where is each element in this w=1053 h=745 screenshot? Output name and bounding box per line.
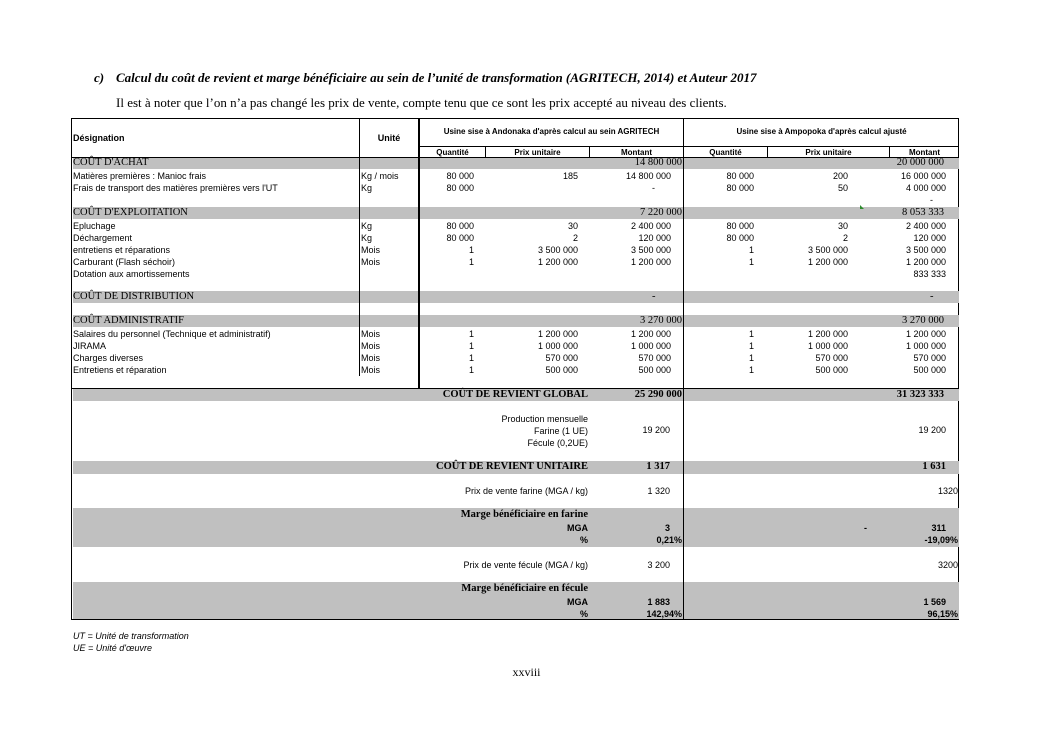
- row-unite: Kg: [361, 183, 373, 193]
- row-prix-1: 2: [572, 233, 578, 243]
- row-montant-2: 833 333: [913, 269, 946, 279]
- section-distribution-label: COÛT DE DISTRIBUTION: [73, 291, 195, 302]
- row-prix-1: 3 500 000: [537, 245, 578, 255]
- row-montant-1: 570 000: [638, 353, 671, 363]
- row-prix-2: 1 200 000: [807, 329, 848, 339]
- row-prix-1: 1 200 000: [537, 329, 578, 339]
- row-designation: entretiens et réparations: [73, 245, 171, 255]
- band-distribution: [73, 291, 959, 303]
- col-montant-2: Montant: [908, 148, 941, 157]
- row-unite: Mois: [361, 353, 381, 363]
- global-m1: 25 290 000: [634, 389, 682, 400]
- group-andonaka: Usine sise à Andonaka d'après calcul au sein AGRITECH: [443, 127, 660, 136]
- unitaire-m1: 1 317: [646, 461, 670, 472]
- row-quantite-2: 80 000: [726, 171, 754, 181]
- marge-fecule-pct2: 96,15%: [927, 609, 958, 619]
- row-montant-1: 120 000: [638, 233, 671, 243]
- row-designation: Charges diverses: [73, 353, 144, 363]
- marge-farine-pct-label: %: [579, 535, 588, 545]
- row-designation: Matières premières : Manioc frais: [73, 171, 207, 181]
- row-quantite-2: 1: [748, 365, 754, 375]
- row-montant-2: 16 000 000: [900, 171, 946, 181]
- page-number: xxviii: [512, 665, 541, 679]
- section-achat-m2: 20 000 000: [896, 157, 944, 168]
- row-unite: Mois: [361, 257, 381, 267]
- row-unite: Mois: [361, 245, 381, 255]
- section-distribution-m1: -: [652, 291, 656, 302]
- row-montant-2: 570 000: [913, 353, 946, 363]
- row-unite: Kg: [361, 233, 373, 243]
- row-montant-2: 4 000 000: [905, 183, 946, 193]
- row-quantite-1: 80 000: [446, 183, 474, 193]
- row-quantite-1: 80 000: [446, 221, 474, 231]
- row-prix-1: 500 000: [545, 365, 578, 375]
- row-prix-1: 1 000 000: [537, 341, 578, 351]
- band-admin: [73, 315, 959, 327]
- row-designation: Entretiens et réparation: [73, 365, 167, 375]
- unitaire-m2: 1 631: [922, 461, 946, 472]
- marge-farine-pct2: -19,09%: [924, 535, 958, 545]
- group-ampopoka: Usine sise à Ampopoka d'après calcul ajusté: [736, 127, 907, 136]
- row-unite: Kg: [361, 221, 373, 231]
- section-achat-m1: 14 800 000: [634, 157, 682, 168]
- global-label: COÛT DE REVIENT GLOBAL: [442, 389, 588, 400]
- marge-farine-mga2: 311: [931, 523, 946, 533]
- row-montant-1: -: [652, 183, 655, 193]
- row-designation: JIRAMA: [73, 341, 107, 351]
- row-designation: Epluchage: [73, 221, 116, 231]
- row-unite: Mois: [361, 341, 381, 351]
- section-exploitation-m2: 8 053 333: [902, 207, 944, 218]
- row-prix-1: 1 200 000: [537, 257, 578, 267]
- row-unite: Kg / mois: [361, 171, 399, 181]
- marge-fecule-mga1: 1 883: [647, 597, 670, 607]
- marge-fecule-title: Marge bénéficiaire en fécule: [461, 583, 588, 594]
- row-prix-1: 185: [562, 171, 578, 181]
- section-exploitation-label: COÛT D'EXPLOITATION: [73, 207, 188, 218]
- row-quantite-2: 1: [748, 353, 754, 363]
- row-prix-2: 1 000 000: [807, 341, 848, 351]
- row-prix-2: 570 000: [815, 353, 848, 363]
- marge-fecule-mga2: 1 569: [923, 597, 946, 607]
- footnote-ue: UE = Unité d'œuvre: [73, 643, 152, 653]
- row-quantite-1: 1: [468, 245, 474, 255]
- section-admin-m2: 3 270 000: [902, 315, 944, 326]
- row-quantite-1: 1: [468, 353, 474, 363]
- cell-comment-indicator-icon: [860, 205, 864, 209]
- row-montant-1: 500 000: [638, 365, 671, 375]
- row-quantite-2: 1: [748, 257, 754, 267]
- row-montant-2: 1 000 000: [905, 341, 946, 351]
- row-quantite-1: 1: [468, 257, 474, 267]
- col-quantite-1: Quantité: [436, 148, 469, 157]
- section-exploitation-m1: 7 220 000: [640, 207, 682, 218]
- row-designation: Salaires du personnel (Technique et administratif): [73, 329, 271, 339]
- marge-fecule-pct-label: %: [579, 609, 588, 619]
- section-admin-label: COÛT ADMINISTRATIF: [73, 315, 184, 326]
- row-quantite-1: 80 000: [446, 233, 474, 243]
- marge-farine-mga1: 3: [664, 523, 670, 533]
- row-quantite-2: 80 000: [726, 183, 754, 193]
- row-prix-2: 50: [837, 183, 848, 193]
- section-admin-m1: 3 270 000: [640, 315, 682, 326]
- row-designation: Carburant (Flash séchoir): [73, 257, 176, 267]
- row-prix-1: 30: [567, 221, 578, 231]
- section-number: c): [94, 70, 105, 85]
- col-unite: Unité: [377, 133, 401, 143]
- section-heading: [94, 70, 757, 86]
- row-quantite-1: 1: [468, 329, 474, 339]
- marge-farine-mga-label: MGA: [567, 523, 588, 533]
- global-m2: 31 323 333: [896, 389, 944, 400]
- prix-farine-m2: 1320: [937, 486, 958, 496]
- row-prix-2: 2: [842, 233, 848, 243]
- production-farine: Farine (1 UE): [533, 426, 588, 436]
- prix-fecule-label: Prix de vente fécule (MGA / kg): [463, 560, 588, 570]
- row-quantite-2: 1: [748, 329, 754, 339]
- prix-farine-m1: 1 320: [647, 486, 670, 496]
- row-quantite-1: 1: [468, 365, 474, 375]
- band-achat: [73, 157, 959, 169]
- col-montant-1: Montant: [620, 148, 653, 157]
- section-title: Calcul du coût de revient et marge bénéficiaire au sein de l’unité de transformation (AGRITECH, 2014) et Auteur 2017: [116, 70, 757, 85]
- prix-fecule-m2: 3200: [937, 560, 958, 570]
- row-montant-1: 1 000 000: [630, 341, 671, 351]
- col-prix-1: Prix unitaire: [514, 148, 561, 157]
- row-montant-1: 1 200 000: [630, 257, 671, 267]
- prix-farine-label: Prix de vente farine (MGA / kg): [464, 486, 588, 496]
- production-title: Production mensuelle: [501, 414, 588, 424]
- row-quantite-2: 1: [748, 245, 754, 255]
- row-montant-1: 3 500 000: [630, 245, 671, 255]
- marge-fecule-mga-label: MGA: [567, 597, 588, 607]
- row-quantite-2: 1: [748, 341, 754, 351]
- col-designation: Désignation: [73, 133, 125, 143]
- row-quantite-2: 80 000: [726, 233, 754, 243]
- row-quantite-1: 80 000: [446, 171, 474, 181]
- production-fecule: Fécule (0,2UE): [527, 438, 588, 448]
- production-m1: 19 200: [642, 425, 670, 435]
- unitaire-label: COÛT DE REVIENT UNITAIRE: [436, 461, 588, 472]
- footnote-ut: UT = Unité de transformation: [73, 631, 189, 641]
- row-montant-2: 1 200 000: [905, 329, 946, 339]
- row-montant-2: 500 000: [913, 365, 946, 375]
- prix-fecule-m1: 3 200: [647, 560, 670, 570]
- cost-table: [71, 118, 959, 620]
- row-montant-2: 2 400 000: [905, 221, 946, 231]
- section-distribution-m2: -: [930, 291, 934, 302]
- row-prix-2: 200: [832, 171, 848, 181]
- row-quantite-2: 80 000: [726, 221, 754, 231]
- intro-note: Il est à noter que l’on n’a pas changé les prix de vente, compte tenu que ce sont les prix accepté au niveau des clients.: [116, 95, 727, 110]
- row-unite: Mois: [361, 365, 381, 375]
- row-quantite-1: 1: [468, 341, 474, 351]
- marge-farine-dash2: -: [864, 523, 867, 533]
- row-prix-2: 1 200 000: [807, 257, 848, 267]
- section-achat-label: COÛT D'ACHAT: [73, 157, 149, 168]
- row-montant-2: 3 500 000: [905, 245, 946, 255]
- row-designation: Dotation aux amortissements: [73, 269, 190, 279]
- row-prix-2: 500 000: [815, 365, 848, 375]
- row-montant-1: 1 200 000: [630, 329, 671, 339]
- col-quantite-2: Quantité: [709, 148, 742, 157]
- marge-fecule-pct1: 142,94%: [646, 609, 682, 619]
- row-prix-2: 3 500 000: [807, 245, 848, 255]
- marge-farine-title: Marge bénéficiaire en farine: [460, 509, 588, 520]
- row-designation: Frais de transport des matières premières vers l'UT: [73, 183, 278, 193]
- row-montant-2: 1 200 000: [905, 257, 946, 267]
- row-montant-2-extra: -: [930, 195, 933, 205]
- row-prix-1: 570 000: [545, 353, 578, 363]
- row-unite: Mois: [361, 329, 381, 339]
- col-prix-2: Prix unitaire: [805, 148, 852, 157]
- marge-farine-pct1: 0,21%: [656, 535, 682, 545]
- band-exploitation: [73, 207, 959, 219]
- row-designation: Déchargement: [73, 233, 133, 243]
- row-montant-2: 120 000: [913, 233, 946, 243]
- row-montant-1: 14 800 000: [625, 171, 671, 181]
- row-prix-2: 30: [837, 221, 848, 231]
- production-m2: 19 200: [918, 425, 946, 435]
- row-montant-1: 2 400 000: [630, 221, 671, 231]
